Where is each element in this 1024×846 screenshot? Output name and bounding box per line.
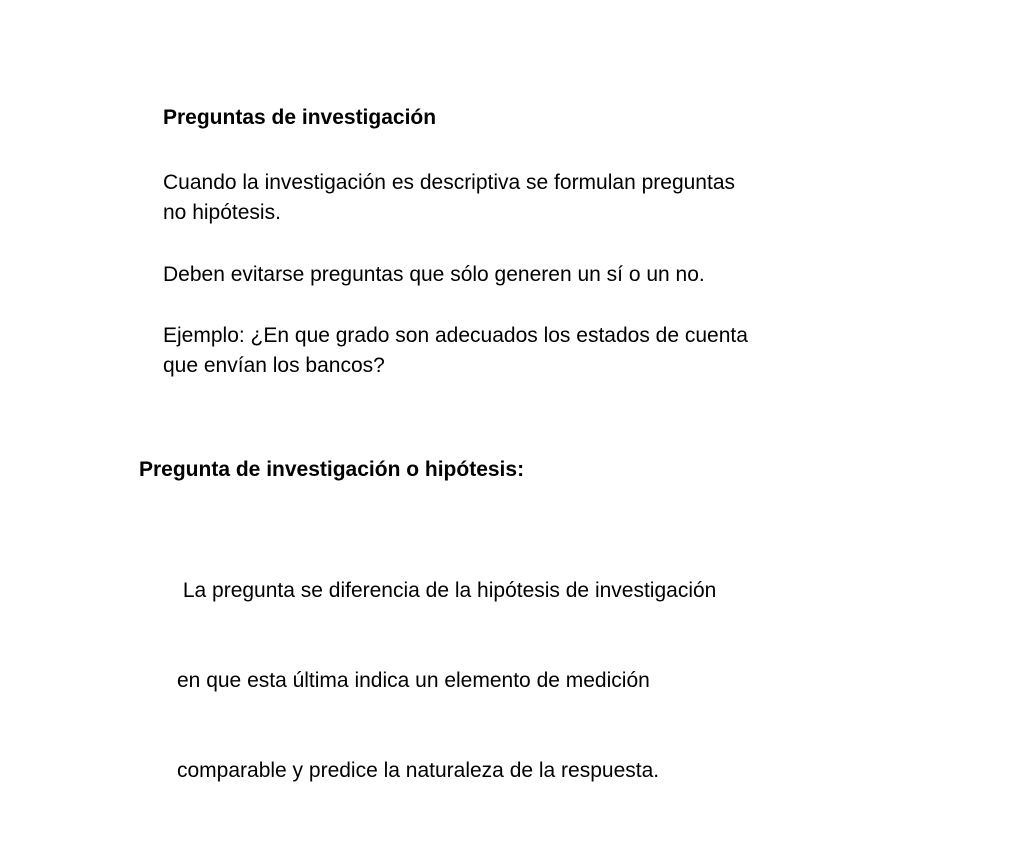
section1-paragraph2: Deben evitarse preguntas que sólo generen un sí o un no. [163,263,705,286]
section1-paragraph1-line2: no hipótesis. [163,201,281,224]
section2-paragraph-line3: comparable y predice la naturaleza de la respuesta. [177,759,660,782]
section2-paragraph-line1: La pregunta se diferencia de la hipótesis de investigación [177,579,717,602]
section1-paragraph1-line1: Cuando la investigación es descriptiva se formulan preguntas [163,171,735,194]
section1-title: Preguntas de investigación [163,106,437,129]
section2-title: Pregunta de investigación o hipótesis: [139,458,525,481]
section2-paragraph-line2: en que esta última indica un elemento de medición [177,669,650,692]
section2-paragraph [177,516,716,846]
section1-paragraph3-line2: que envían los bancos? [163,354,385,377]
section1-paragraph3 [163,321,748,381]
section1-paragraph3-line1: Ejemplo: ¿En que grado son adecuados los estados de cuenta [163,324,748,347]
section1-paragraph1 [163,168,735,228]
